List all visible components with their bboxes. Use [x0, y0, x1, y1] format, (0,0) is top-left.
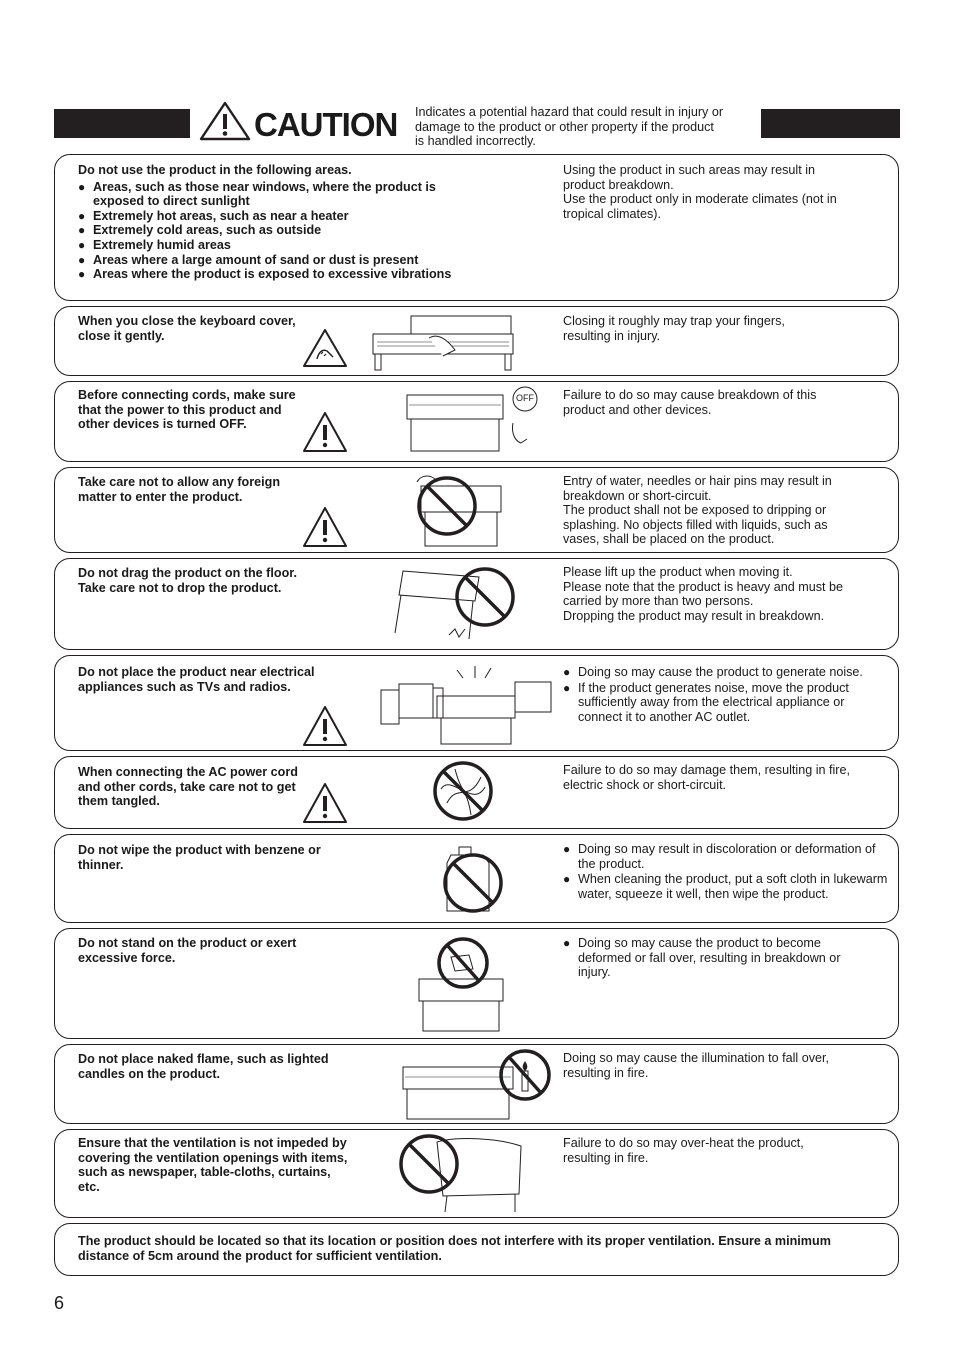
section-title: Do not use the product in the following areas.	[78, 163, 352, 177]
list-item: ● Doing so may cause the product to generate noise.	[563, 665, 863, 680]
caution-section-keyboard-cover	[54, 306, 899, 376]
no-liquids-illustration	[407, 470, 527, 550]
section-bullets	[563, 665, 863, 724]
section-note: Doing so may cause the illumination to fall over, resulting in fire.	[563, 1051, 830, 1080]
electrical-appliances-illustration	[377, 660, 557, 746]
caution-section-cords	[54, 756, 899, 829]
section-title: Ensure that the ventilation is not impeded by covering the ventilation openings with items, such as newspaper, table-cloths, curtains, etc.	[78, 1136, 348, 1194]
no-benzene-illustration	[439, 841, 505, 917]
off-label: OFF	[516, 393, 534, 403]
section-note: Failure to do so may cause breakdown of this product and other devices.	[563, 388, 817, 417]
section-title: Do not stand on the product or exert excessive force.	[78, 936, 297, 965]
caution-section-drag	[54, 558, 899, 650]
section-title: Do not place naked flame, such as lighted candles on the product.	[78, 1052, 329, 1081]
list-item: ● If the product generates noise, move the product sufficiently away from the electrical appliance or connect it to another AC outlet.	[563, 681, 863, 725]
hand-caution-icon	[301, 327, 349, 369]
section-note: Please lift up the product when moving it. Please note that the product is heavy and must be carried by more than two persons. Dropping the product may result in breakdown.	[563, 565, 844, 623]
section-title: Before connecting cords, make sure that the power to this product and other devices is turned OFF.	[78, 388, 296, 432]
section-note: Entry of water, needles or hair pins may result in breakdown or short-circuit. The product shall not be exposed to dripping or splashing. No objects filled with liquids, such as vases, shall be placed on the product.	[563, 474, 832, 547]
header-bar-right	[761, 109, 900, 138]
list-item: ● Extremely cold areas, such as outside	[78, 223, 468, 238]
page-number: 6	[54, 1293, 65, 1313]
warning-triangle-icon	[301, 704, 349, 748]
caution-section-locations	[54, 154, 899, 301]
no-drag-illustration	[389, 563, 529, 645]
section-note: Failure to do so may damage them, resulting in fire, electric shock or short-circuit.	[563, 763, 850, 792]
warning-triangle-icon	[301, 781, 349, 825]
piano-closing-cover-illustration	[369, 312, 519, 372]
section-title: Take care not to allow any foreign matter to enter the product.	[78, 475, 281, 504]
section-note: Closing it roughly may trap your fingers, resulting in injury.	[563, 314, 785, 343]
list-item: ● Areas where the product is exposed to excessive vibrations	[78, 267, 468, 282]
list-item: ● Areas, such as those near windows, where the product is exposed to direct sunlight	[78, 180, 468, 209]
section-title: The product should be located so that its location or position does not interfere with its proper ventilation. Ensure a minimum distance of 5cm around the product for sufficient ventilation.	[78, 1234, 831, 1263]
caution-section-flame	[54, 1044, 899, 1124]
caution-title: CAUTION	[254, 106, 398, 143]
piano-off-illustration	[403, 385, 543, 461]
section-title: Do not place the product near electrical appliances such as TVs and radios.	[78, 665, 315, 694]
section-bullets	[563, 842, 893, 901]
list-item: ● Areas where a large amount of sand or dust is present	[78, 253, 468, 268]
caution-section-electrical	[54, 655, 899, 751]
section-title: When you close the keyboard cover, close it gently.	[78, 314, 296, 343]
warning-triangle-icon	[301, 505, 349, 549]
section-note: Failure to do so may over-heat the product, resulting in fire.	[563, 1136, 804, 1165]
header-bar-left	[54, 109, 190, 138]
section-title: Do not wipe the product with benzene or thinner.	[78, 843, 321, 872]
caution-section-benzene	[54, 834, 899, 923]
list-item: ● When cleaning the product, put a soft cloth in lukewarm water, squeeze it well, then wipe the product.	[563, 872, 893, 901]
section-note: Using the product in such areas may result in product breakdown. Use the product only in moderate climates (not in tropical climates).	[563, 163, 837, 221]
section-title: When connecting the AC power cord and other cords, take care not to get them tangled.	[78, 765, 298, 809]
tangled-cords-illustration	[427, 759, 499, 825]
no-candle-illustration	[397, 1047, 557, 1123]
caution-description: Indicates a potential hazard that could result in injury or damage to the product or other property if the product is handled incorrectly.	[415, 105, 724, 148]
caution-section-location	[54, 1223, 899, 1276]
list-item: ● Extremely humid areas	[78, 238, 468, 253]
no-standing-illustration	[411, 935, 521, 1035]
list-item: ● Doing so may result in discoloration or deformation of the product.	[563, 842, 893, 871]
list-item: ● Extremely hot areas, such as near a heater	[78, 209, 468, 224]
caution-section-power-off	[54, 381, 899, 462]
no-covering-illustration	[397, 1132, 527, 1216]
section-title: Do not drag the product on the floor. Take care not to drop the product.	[78, 566, 297, 595]
caution-section-foreign-matter	[54, 467, 899, 553]
caution-section-ventilation	[54, 1129, 899, 1218]
warning-triangle-icon	[301, 410, 349, 454]
caution-section-standing	[54, 928, 899, 1039]
list-item: ● Doing so may cause the product to become deformed or fall over, resulting in breakdown or injury.	[563, 936, 863, 980]
section-bullets	[563, 936, 863, 980]
